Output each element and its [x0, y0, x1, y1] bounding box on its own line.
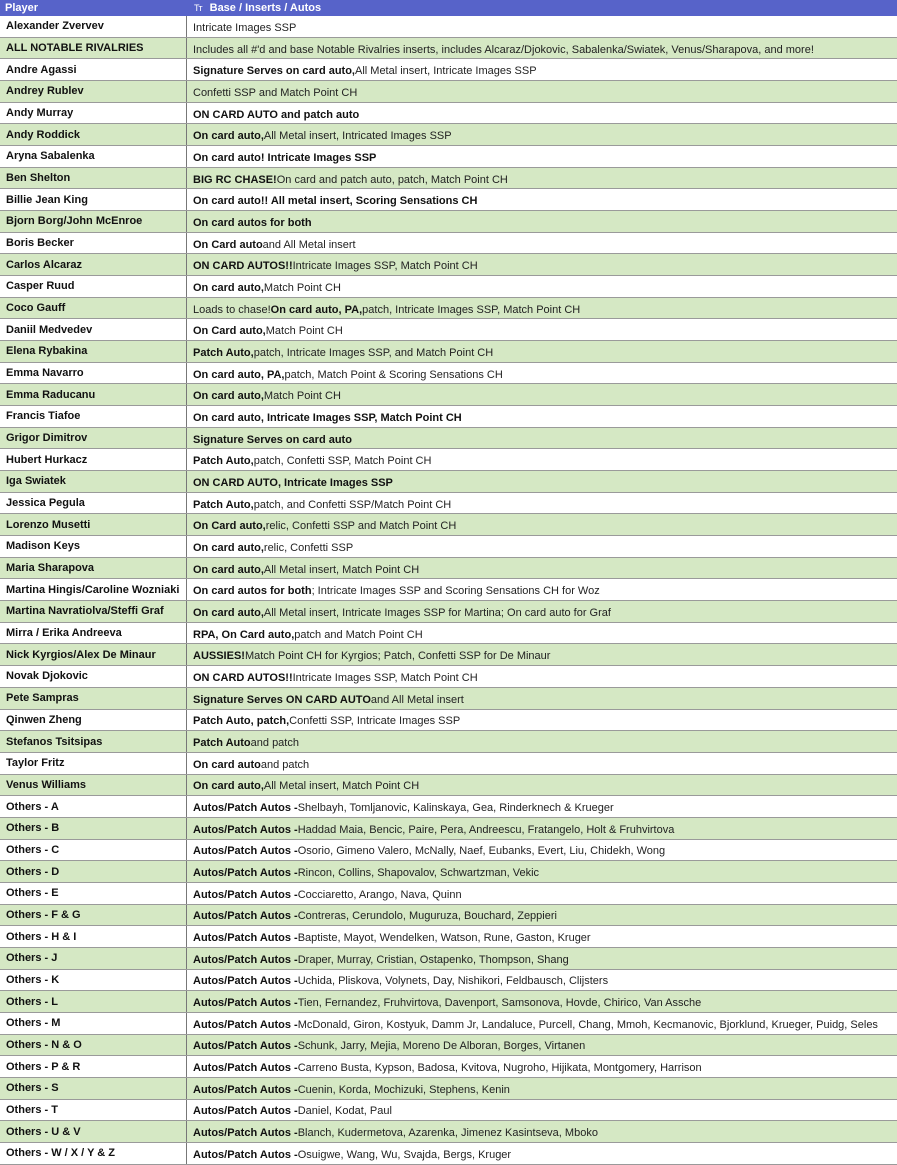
details-cell[interactable]	[187, 254, 897, 275]
details-cell[interactable]	[187, 991, 897, 1012]
details-bold-text: Autos/Patch Autos -	[193, 910, 298, 923]
details-cell[interactable]	[187, 883, 897, 904]
details-text: All Metal insert, Match Point CH	[263, 563, 420, 576]
table-row[interactable]	[0, 558, 897, 580]
table-body	[0, 16, 897, 1165]
player-cell[interactable]: Others - L	[0, 991, 187, 1012]
details-cell[interactable]	[187, 861, 897, 882]
details-bold-text: Autos/Patch Autos -	[193, 1127, 298, 1140]
table-row[interactable]	[0, 189, 897, 211]
details-bold-text: ON CARD AUTOS!!	[193, 260, 293, 273]
table-row[interactable]	[0, 449, 897, 471]
details-bold-text: On card auto,	[193, 606, 264, 619]
details-bold-text: Autos/Patch Autos -	[193, 975, 298, 988]
details-text: Confetti SSP and Match Point CH	[193, 86, 358, 99]
details-cell[interactable]	[187, 124, 897, 145]
player-cell[interactable]: Others - T	[0, 1100, 187, 1121]
table-row[interactable]	[0, 1013, 897, 1035]
details-text: Osuigwe, Wang, Wu, Svajda, Bergs, Kruger	[297, 1148, 512, 1161]
table-row[interactable]	[0, 168, 897, 190]
table-row[interactable]	[0, 384, 897, 406]
header-row	[0, 0, 897, 16]
player-cell[interactable]: Alexander Zvervev	[0, 16, 187, 37]
details-bold-text: Autos/Patch Autos -	[193, 867, 298, 880]
details-cell[interactable]	[187, 731, 897, 752]
details-text: patch, and Confetti SSP/Match Point CH	[253, 498, 452, 511]
details-cell[interactable]	[187, 146, 897, 167]
player-cell[interactable]: ALL NOTABLE RIVALRIES	[0, 38, 187, 59]
table-row[interactable]	[0, 883, 897, 905]
player-cell[interactable]: Taylor Fritz	[0, 753, 187, 774]
details-text: Intricate Images SSP	[193, 21, 297, 34]
column-header-details-label: Base / Inserts / Autos	[209, 2, 322, 14]
table-row[interactable]	[0, 840, 897, 862]
details-cell[interactable]	[187, 1078, 897, 1099]
player-cell[interactable]: Others - C	[0, 840, 187, 861]
details-cell[interactable]	[187, 558, 897, 579]
player-cell[interactable]: Mirra / Erika Andreeva	[0, 623, 187, 644]
player-cell[interactable]: Others - A	[0, 796, 187, 817]
table-row[interactable]	[0, 103, 897, 125]
details-bold-text: On card auto! Intricate Images SSP	[193, 151, 377, 164]
player-cell[interactable]: Martina Navratiolva/Steffi Graf	[0, 601, 187, 622]
player-cell[interactable]: Hubert Hurkacz	[0, 449, 187, 470]
details-bold-text: Patch Auto,	[193, 455, 254, 468]
details-bold-text: Signature Serves ON CARD AUTO	[193, 693, 371, 706]
table-row[interactable]	[0, 1143, 897, 1165]
details-text: Osorio, Gimeno Valero, McNally, Naef, Eubanks, Evert, Liu, Chidekh, Wong	[297, 845, 666, 858]
details-bold-text: On Card auto,	[193, 520, 266, 533]
details-bold-text: ON CARD AUTO and patch auto	[193, 108, 360, 121]
details-text: Blanch, Kudermetova, Azarenka, Jimenez Kasintseva, Mboko	[297, 1127, 598, 1140]
details-text: Rincon, Collins, Shapovalov, Schwartzman, Vekic	[297, 867, 540, 880]
player-cell[interactable]: Others - E	[0, 883, 187, 904]
details-bold-text: On card auto,	[193, 281, 264, 294]
player-cell[interactable]: Iga Swiatek	[0, 471, 187, 492]
details-cell[interactable]	[187, 905, 897, 926]
table-row[interactable]	[0, 59, 897, 81]
table-row[interactable]	[0, 514, 897, 536]
details-text: Intricate Images SSP, Match Point CH	[292, 671, 478, 684]
details-bold-text: ON CARD AUTOS!!	[193, 671, 293, 684]
details-cell[interactable]	[187, 536, 897, 557]
details-cell[interactable]	[187, 775, 897, 796]
table-row[interactable]	[0, 1035, 897, 1057]
table-row[interactable]	[0, 666, 897, 688]
player-cell[interactable]: Others - K	[0, 970, 187, 991]
details-cell[interactable]	[187, 753, 897, 774]
details-text: Loads to chase!	[193, 303, 271, 316]
text-type-icon: Tт	[194, 3, 202, 13]
details-bold-text: Autos/Patch Autos -	[193, 1083, 298, 1096]
player-cell[interactable]: Others - D	[0, 861, 187, 882]
details-text: Match Point CH for Kyrgios; Patch, Confetti SSP for De Minaur	[244, 650, 551, 663]
table-row[interactable]	[0, 644, 897, 666]
column-header-player[interactable]: Player	[5, 2, 39, 14]
table-row[interactable]	[0, 536, 897, 558]
player-cell[interactable]: Bjorn Borg/John McEnroe	[0, 211, 187, 232]
table-row[interactable]	[0, 970, 897, 992]
details-bold-text: On card auto, PA,	[270, 303, 363, 316]
details-cell[interactable]	[187, 948, 897, 969]
details-bold-text: ON CARD AUTO, Intricate Images SSP	[193, 476, 393, 489]
details-bold-text: Signature Serves on card auto	[193, 433, 352, 446]
details-cell[interactable]	[187, 579, 897, 600]
details-text: patch, Match Point & Scoring Sensations CH	[284, 368, 503, 381]
details-bold-text: BIG RC CHASE!	[193, 173, 277, 186]
details-text: All Metal insert, Intricated Images SSP	[263, 130, 452, 143]
table-row[interactable]	[0, 406, 897, 428]
details-cell[interactable]	[187, 688, 897, 709]
details-cell[interactable]	[187, 38, 897, 59]
details-cell[interactable]	[187, 189, 897, 210]
player-cell[interactable]: Elena Rybakina	[0, 341, 187, 362]
player-cell[interactable]: Others - W / X / Y & Z	[0, 1143, 187, 1164]
table-row[interactable]	[0, 601, 897, 623]
player-cell[interactable]: Jessica Pegula	[0, 493, 187, 514]
details-text: Match Point CH	[265, 325, 343, 338]
details-cell[interactable]	[187, 168, 897, 189]
player-cell[interactable]: Casper Ruud	[0, 276, 187, 297]
details-bold-text: On card auto,	[193, 780, 264, 793]
details-cell[interactable]	[187, 514, 897, 535]
details-bold-text: On card auto, PA,	[193, 368, 285, 381]
details-text: Baptiste, Mayot, Wendelken, Watson, Rune, Gaston, Kruger	[297, 932, 591, 945]
player-cell[interactable]: Billie Jean King	[0, 189, 187, 210]
details-cell[interactable]	[187, 493, 897, 514]
details-bold-text: On card auto, Intricate Images SSP, Match Point CH	[193, 411, 462, 424]
player-cell[interactable]: Francis Tiafoe	[0, 406, 187, 427]
details-text: Shelbayh, Tomljanovic, Kalinskaya, Gea, Rinderknech & Krueger	[297, 802, 614, 815]
details-text: Uchida, Pliskova, Volynets, Day, Nishikori, Feldbausch, Clijsters	[297, 975, 609, 988]
table-row[interactable]	[0, 16, 897, 38]
details-cell[interactable]	[187, 1100, 897, 1121]
details-text: All Metal insert, Match Point CH	[263, 780, 420, 793]
details-text: Haddad Maia, Bencic, Paire, Pera, Andreescu, Fratangelo, Holt & Fruhvirtova	[297, 823, 675, 836]
table-row[interactable]	[0, 211, 897, 233]
details-cell[interactable]	[187, 384, 897, 405]
player-cell[interactable]: Venus Williams	[0, 775, 187, 796]
details-text: patch, Confetti SSP, Match Point CH	[253, 455, 432, 468]
details-text: Schunk, Jarry, Mejia, Moreno De Alboran, Borges, Virtanen	[297, 1040, 586, 1053]
details-cell[interactable]	[187, 211, 897, 232]
details-bold-text: Autos/Patch Autos -	[193, 1148, 298, 1161]
details-text: and All Metal insert	[262, 238, 356, 251]
details-bold-text: On card auto,	[193, 390, 264, 403]
details-text: All Metal insert, Intricate Images SSP	[355, 65, 537, 78]
details-bold-text: Autos/Patch Autos -	[193, 802, 298, 815]
details-text: On card and patch auto, patch, Match Point CH	[276, 173, 508, 186]
details-bold-text: Autos/Patch Autos -	[193, 932, 298, 945]
player-cell[interactable]: Aryna Sabalenka	[0, 146, 187, 167]
details-bold-text: Autos/Patch Autos -	[193, 1040, 298, 1053]
details-cell[interactable]	[187, 796, 897, 817]
details-bold-text: On Card auto,	[193, 325, 266, 338]
player-cell[interactable]: Andy Murray	[0, 103, 187, 124]
player-cell[interactable]: Novak Djokovic	[0, 666, 187, 687]
details-text: Daniel, Kodat, Paul	[297, 1105, 392, 1118]
player-cell[interactable]: Qinwen Zheng	[0, 710, 187, 731]
player-cell[interactable]: Others - U & V	[0, 1121, 187, 1142]
details-bold-text: Autos/Patch Autos -	[193, 845, 298, 858]
details-bold-text: On Card auto	[193, 238, 263, 251]
details-text: Draper, Murray, Cristian, Ostapenko, Thompson, Shang	[297, 953, 569, 966]
details-bold-text: Patch Auto	[193, 737, 251, 749]
player-cell[interactable]: Ben Shelton	[0, 168, 187, 189]
table-row[interactable]	[0, 579, 897, 601]
details-cell[interactable]	[187, 406, 897, 427]
table-row[interactable]	[0, 796, 897, 818]
table-row[interactable]	[0, 493, 897, 515]
details-bold-text: On card auto,	[193, 563, 264, 576]
player-cell[interactable]: Others - H & I	[0, 926, 187, 947]
player-cell[interactable]: Emma Raducanu	[0, 384, 187, 405]
table-row[interactable]	[0, 775, 897, 797]
player-cell[interactable]: Grigor Dimitrov	[0, 428, 187, 449]
details-bold-text: Autos/Patch Autos -	[193, 953, 298, 966]
table-row[interactable]	[0, 731, 897, 753]
table-row[interactable]	[0, 341, 897, 363]
details-bold-text: Autos/Patch Autos -	[193, 1018, 298, 1031]
details-text: ; Intricate Images SSP and Scoring Sensations CH for Woz	[311, 585, 600, 598]
player-cell[interactable]: Others - B	[0, 818, 187, 839]
details-text: Match Point CH	[263, 390, 341, 403]
details-cell[interactable]	[187, 644, 897, 665]
details-bold-text: On card auto,	[193, 541, 264, 554]
details-cell[interactable]	[187, 103, 897, 124]
details-cell[interactable]	[187, 428, 897, 449]
details-bold-text: On card autos for both	[193, 216, 312, 229]
details-cell[interactable]	[187, 1056, 897, 1077]
details-text: patch, Intricate Images SSP, and Match Point CH	[253, 346, 494, 359]
table-row[interactable]	[0, 710, 897, 732]
table-row[interactable]	[0, 1121, 897, 1143]
details-bold-text: On card autos for both	[193, 585, 312, 598]
details-bold-text: Autos/Patch Autos -	[193, 1105, 298, 1118]
table-row[interactable]	[0, 926, 897, 948]
details-cell[interactable]	[187, 341, 897, 362]
details-cell[interactable]	[187, 471, 897, 492]
player-cell[interactable]: Nick Kyrgios/Alex De Minaur	[0, 644, 187, 665]
table-row[interactable]	[0, 298, 897, 320]
details-cell[interactable]	[187, 363, 897, 384]
details-bold-text: AUSSIES!	[193, 650, 245, 663]
player-cell[interactable]: Coco Gauff	[0, 298, 187, 319]
table-row[interactable]	[0, 948, 897, 970]
player-cell[interactable]: Andre Agassi	[0, 59, 187, 80]
table-row[interactable]	[0, 991, 897, 1013]
details-text: Cocciaretto, Arango, Nava, Quinn	[297, 888, 462, 901]
table-row[interactable]	[0, 254, 897, 276]
details-cell[interactable]	[187, 710, 897, 731]
details-text: Intricate Images SSP, Match Point CH	[292, 260, 478, 273]
table-row[interactable]	[0, 818, 897, 840]
table-row[interactable]	[0, 81, 897, 103]
details-bold-text: Signature Serves on card auto,	[193, 65, 355, 78]
details-cell[interactable]	[187, 818, 897, 839]
table-row[interactable]	[0, 363, 897, 385]
details-bold-text: Autos/Patch Autos -	[193, 888, 298, 901]
player-cell[interactable]: Others - S	[0, 1078, 187, 1099]
details-cell[interactable]	[187, 601, 897, 622]
details-cell[interactable]	[187, 449, 897, 470]
details-text: patch and Match Point CH	[294, 628, 423, 641]
details-cell[interactable]	[187, 926, 897, 947]
details-text: patch, Intricate Images SSP, Match Point CH	[362, 303, 581, 316]
player-cell[interactable]: Daniil Medvedev	[0, 319, 187, 340]
details-cell[interactable]	[187, 1035, 897, 1056]
details-cell[interactable]	[187, 59, 897, 80]
player-cell[interactable]: Lorenzo Musetti	[0, 514, 187, 535]
table-row[interactable]	[0, 428, 897, 450]
table-row[interactable]	[0, 1100, 897, 1122]
player-cell[interactable]: Andrey Rublev	[0, 81, 187, 102]
details-bold-text: Autos/Patch Autos -	[193, 823, 298, 836]
details-bold-text: Autos/Patch Autos -	[193, 997, 298, 1010]
details-cell[interactable]	[187, 1013, 897, 1034]
details-bold-text: Autos/Patch Autos -	[193, 1062, 298, 1075]
details-text: McDonald, Giron, Kostyuk, Damm Jr, Landaluce, Purcell, Chang, Mmoh, Kecmanovic, Bjorklund, Krueger, Puidg, Seles	[297, 1018, 878, 1031]
player-cell[interactable]: Emma Navarro	[0, 363, 187, 384]
player-cell[interactable]: Pete Sampras	[0, 688, 187, 709]
table-row[interactable]	[0, 753, 897, 775]
player-cell[interactable]: Others - M	[0, 1013, 187, 1034]
details-text: and patch	[250, 737, 299, 749]
details-bold-text: On card auto!! All metal insert, Scoring Sensations CH	[193, 195, 478, 208]
table-row[interactable]	[0, 623, 897, 645]
details-bold-text: RPA, On Card auto,	[193, 628, 295, 641]
table-row[interactable]	[0, 1078, 897, 1100]
table-row[interactable]	[0, 471, 897, 493]
details-text: Includes all #'d and base Notable Rivalries inserts, includes Alcaraz/Djokovic, Sabalenka/Swiatek, Venus/Sharapova, and more!	[193, 43, 814, 56]
table-row[interactable]	[0, 38, 897, 60]
table-row[interactable]	[0, 276, 897, 298]
details-bold-text: Patch Auto,	[193, 498, 254, 511]
player-cell[interactable]: Boris Becker	[0, 233, 187, 254]
details-text: relic, Confetti SSP	[263, 541, 354, 554]
details-cell[interactable]	[187, 276, 897, 297]
table-row[interactable]	[0, 319, 897, 341]
details-text: relic, Confetti SSP and Match Point CH	[265, 520, 457, 533]
details-cell[interactable]	[187, 840, 897, 861]
details-text: Cuenin, Korda, Mochizuki, Stephens, Kenin	[297, 1083, 510, 1096]
details-cell[interactable]	[187, 81, 897, 102]
details-text: All Metal insert, Intricate Images SSP for Martina; On card auto for Graf	[263, 606, 611, 619]
details-cell[interactable]	[187, 1121, 897, 1142]
player-cell[interactable]: Others - J	[0, 948, 187, 969]
details-cell[interactable]	[187, 233, 897, 254]
details-cell[interactable]	[187, 970, 897, 991]
details-cell[interactable]	[187, 298, 897, 319]
player-cell[interactable]: Martina Hingis/Caroline Wozniaki	[0, 579, 187, 600]
table-row[interactable]	[0, 146, 897, 168]
details-text: Match Point CH	[263, 281, 341, 294]
details-cell[interactable]	[187, 319, 897, 340]
column-header-details[interactable]	[187, 0, 897, 16]
details-cell[interactable]	[187, 16, 897, 37]
details-bold-text: Patch Auto, patch,	[193, 715, 290, 728]
details-text: Carreno Busta, Kypson, Badosa, Kvitova, Nugroho, Hijikata, Montgomery, Harrison	[297, 1062, 702, 1075]
details-bold-text: On card auto,	[193, 130, 264, 143]
player-cell[interactable]: Others - P & R	[0, 1056, 187, 1077]
details-text: Confetti SSP, Intricate Images SSP	[289, 715, 461, 728]
table-row[interactable]	[0, 233, 897, 255]
player-cell[interactable]: Others - N & O	[0, 1035, 187, 1056]
table-row[interactable]	[0, 1056, 897, 1078]
details-text: Contreras, Cerundolo, Muguruza, Bouchard, Zeppieri	[297, 910, 557, 923]
player-cell[interactable]: Carlos Alcaraz	[0, 254, 187, 275]
table-row[interactable]	[0, 124, 897, 146]
details-text: and All Metal insert	[370, 693, 464, 706]
details-text: Tien, Fernandez, Fruhvirtova, Davenport, Samsonova, Hovde, Chirico, Van Assche	[297, 997, 702, 1010]
details-bold-text: Patch Auto,	[193, 346, 254, 359]
player-cell[interactable]: Madison Keys	[0, 536, 187, 557]
player-cell[interactable]: Maria Sharapova	[0, 558, 187, 579]
player-cell[interactable]: Andy Roddick	[0, 124, 187, 145]
details-cell[interactable]	[187, 623, 897, 644]
details-cell[interactable]	[187, 666, 897, 687]
table-row[interactable]	[0, 861, 897, 883]
table-row[interactable]	[0, 688, 897, 710]
player-cell[interactable]: Others - F & G	[0, 905, 187, 926]
details-text: and patch	[260, 758, 310, 771]
table-row[interactable]	[0, 905, 897, 927]
player-cell[interactable]: Stefanos Tsitsipas	[0, 731, 187, 752]
details-bold-text: On card auto	[193, 758, 261, 771]
